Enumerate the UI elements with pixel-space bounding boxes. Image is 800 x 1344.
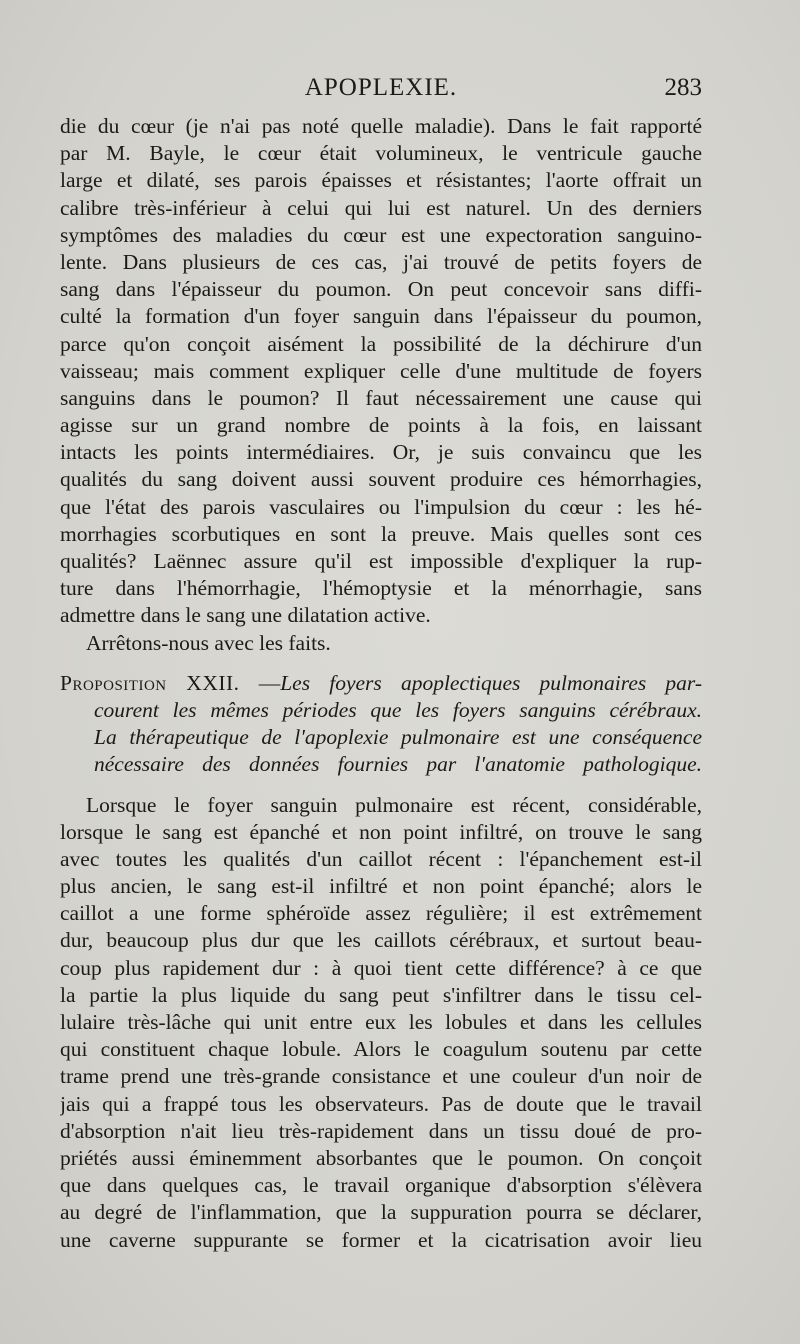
text-line: intacts les points intermédiaires. Or, je suis convaincu que les: [60, 440, 702, 465]
text-line: symptômes des maladies du cœur est une expectoration sanguino-: [60, 222, 702, 247]
text-line: sang dans l'épaisseur du poumon. On peut concevoir sans diffi-: [60, 277, 702, 302]
proposition-dash: —: [239, 670, 281, 695]
text-line: parce qu'on conçoit aisément la possibilité de la déchirure d'un: [60, 331, 702, 356]
paragraph-3: [60, 792, 702, 1254]
text-line: d'absorption n'ait lieu très-rapidement dans un tissu doué de pro-: [60, 1118, 702, 1143]
proposition-text: La thérapeutique de l'apoplexie pulmonaire est une conséquence: [94, 725, 702, 750]
text-line: qui constituent chaque lobule. Alors le coagulum soutenu par cette: [60, 1037, 702, 1062]
text-line: qualités du sang doivent aussi souvent produire ces hémorrhagies,: [60, 467, 702, 492]
paragraph-2: Arrêtons-nous avec les faits.: [86, 630, 331, 655]
text-line: priétés aussi éminemment absorbantes que le poumon. On conçoit: [60, 1145, 702, 1170]
text-line: trame prend une très-grande consistance et une couleur d'un noir de: [60, 1064, 702, 1089]
text-line: au degré de l'inflammation, que la suppuration pourra se déclarer,: [60, 1200, 702, 1225]
running-title: APOPLEXIE.: [304, 74, 458, 101]
text-line: lulaire très-lâche qui unit entre eux les lobules et dans les cellules: [60, 1010, 702, 1034]
proposition-heading-line: [60, 670, 702, 697]
body-text: [60, 113, 702, 1254]
proposition-text: courent les mêmes périodes que les foyers sanguins cérébraux.: [94, 697, 702, 722]
text-line: que dans quelques cas, le travail organique d'absorption s'élèvera: [60, 1173, 702, 1198]
text-line: la partie la plus liquide du sang peut s'infiltrer dans le tissu cel-: [60, 982, 702, 1007]
text-line: avec toutes les qualités d'un caillot récent : l'épanchement est-il: [60, 846, 702, 871]
text-line: agisse sur un grand nombre de points à la fois, en laissant: [60, 413, 702, 438]
text-line: calibre très-inférieur à celui qui lui est naturel. Un des derniers: [60, 195, 702, 220]
text-line: culté la formation d'un foyer sanguin dans l'épaisseur du poumon,: [60, 304, 702, 329]
proposition-label: Proposition XXII.: [60, 670, 240, 695]
text-line: ture dans l'hémorrhagie, l'hémoptysie et la ménorrhagie, sans: [60, 576, 702, 601]
text-line: vaisseau; mais comment expliquer celle d'une multitude de foyers: [60, 358, 702, 383]
text-line: dur, beaucoup plus dur que les caillots cérébraux, et surtout beau-: [60, 928, 702, 953]
text-line: lorsque le sang est épanché et non point infiltré, on trouve le sang: [60, 819, 702, 844]
text-line: qualités? Laënnec assure qu'il est impossible d'expliquer la rup-: [60, 549, 702, 573]
text-line: par M. Bayle, le cœur était volumineux, le ventricule gauche: [60, 141, 702, 166]
proposition-text: nécessaire des données fournies par l'anatomie pathologique.: [94, 752, 702, 777]
proposition-block: [60, 670, 702, 779]
text-line: large et dilaté, ses parois épaisses et résistantes; l'aorte offrait un: [60, 168, 702, 193]
text-line: die du cœur (je n'ai pas noté quelle maladie). Dans le fait rapporté: [60, 114, 702, 138]
text-line: admettre dans le sang une dilatation active.: [60, 603, 431, 628]
text-line: que l'état des parois vasculaires ou l'impulsion du cœur : les hé-: [60, 494, 702, 519]
text-line: morrhagies scorbutiques en sont la preuve. Mais quelles sont ces: [60, 521, 702, 546]
text-line: sanguins dans le poumon? Il faut nécessairement une cause qui: [60, 385, 702, 410]
text-line: jais qui a frappé tous les observateurs. Pas de doute que le travail: [60, 1091, 702, 1116]
text-line: Lorsque le foyer sanguin pulmonaire est récent, considérable,: [86, 792, 702, 817]
page-header: [60, 74, 702, 106]
text-line: coup plus rapidement dur : à quoi tient cette différence? à ce que: [60, 955, 702, 980]
page-number: 283: [664, 74, 702, 101]
text-line: plus ancien, le sang est-il infiltré et non point épanché; alors le: [60, 874, 702, 899]
text-line: caillot a une forme sphéroïde assez régulière; il est extrêmement: [60, 901, 702, 926]
text-line: lente. Dans plusieurs de ces cas, j'ai trouvé de petits foyers de: [60, 249, 702, 274]
paragraph-1: [60, 113, 702, 630]
text-line: une caverne suppurante se former et la cicatrisation avoir lieu: [60, 1227, 702, 1252]
proposition-text: Les foyers apoplectiques pulmonaires par-: [280, 670, 702, 695]
